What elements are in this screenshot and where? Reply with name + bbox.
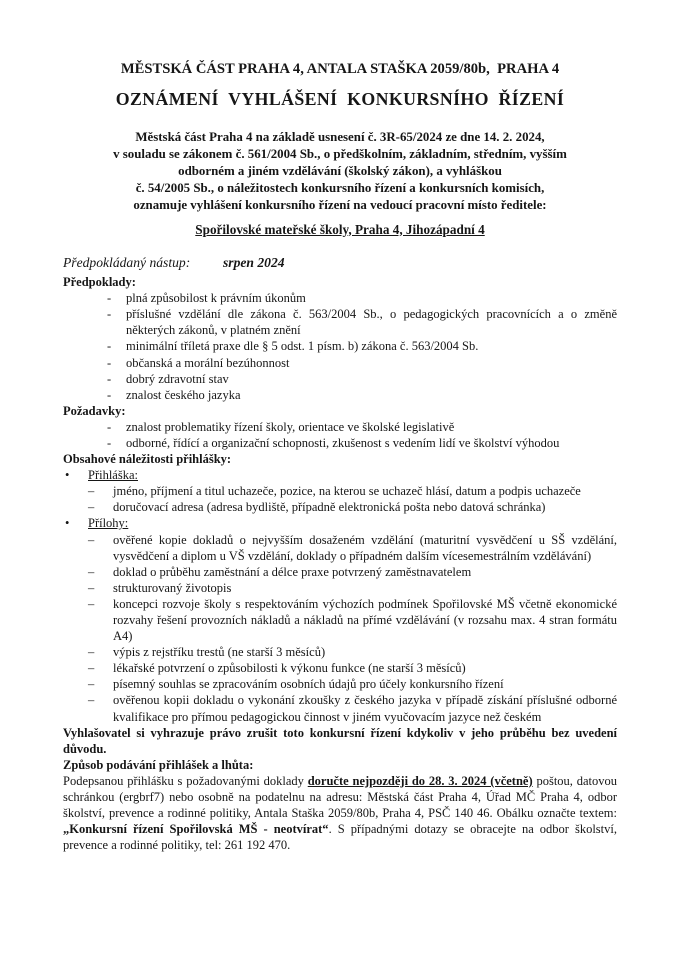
list-item-text: plná způsobilost k právním úkonům	[126, 291, 306, 306]
bullet-marker: •	[65, 516, 70, 531]
deadline-text: doručte nejpozději do 28. 3. 2024 (včetně)	[307, 773, 533, 788]
school-name-text: Spořilovské mateřské školy, Praha 4, Jihozápadní 4	[195, 221, 485, 237]
list-item	[63, 644, 617, 660]
list-item	[63, 306, 617, 338]
envelope-label-text: „Konkursní řízení Spořilovská MŠ - neotvírat“	[63, 822, 329, 837]
list-item-text: občanská a morální bezúhonnost	[126, 355, 290, 370]
dash-marker: –	[88, 484, 95, 499]
list-item	[63, 387, 617, 403]
intro-line: Městská část Praha 4 na základě usnesení č. 3R-65/2024 ze dne 14. 2. 2024,	[135, 130, 545, 144]
school-name-heading	[63, 222, 617, 239]
list-item	[63, 483, 617, 499]
list-item	[63, 564, 617, 580]
list-item	[63, 290, 617, 306]
section-heading-submission: Způsob podávání přihlášek a lhůta:	[63, 757, 254, 772]
hyphen-marker: -	[107, 435, 112, 450]
section-heading-predpoklady: Předpoklady:	[63, 275, 136, 290]
bullet-item-label: Přihláška:	[88, 468, 138, 483]
list-item-text: ověřenou kopii dokladu o vykonání zkoušky z českého jazyka v případě získání příslušné odborné kvalifikace pro přímou pedagogickou činnost v jiném vyučovacím jazyce než českém	[113, 693, 617, 724]
list-item-text: doklad o průběhu zaměstnání a délce praxe potvrzený zaměstnavatelem	[113, 564, 472, 579]
dash-marker: –	[88, 564, 95, 579]
intro-line: oznamuje vyhlášení konkursního řízení na vedoucí pracovní místo ředitele:	[133, 197, 547, 212]
list-item	[63, 499, 617, 515]
intro-line: odborném a jiném vzdělávání (školský zákon), a vyhláškou	[178, 163, 502, 178]
hyphen-marker: -	[107, 419, 112, 434]
dash-marker: –	[88, 500, 95, 515]
list-item-text: lékařské potvrzení o způsobilosti k výkonu funkce (ne starší 3 měsíců)	[113, 661, 466, 676]
list-item	[63, 692, 617, 724]
list-item-text: doručovací adresa (adresa bydliště, případně elektronická pošta nebo datová schránka)	[113, 500, 546, 515]
dash-marker: –	[88, 580, 95, 595]
bullet-marker: •	[65, 468, 70, 483]
submission-paragraph	[63, 773, 617, 853]
hyphen-marker: -	[107, 371, 112, 386]
list-item-text: výpis z rejstříku trestů (ne starší 3 měsíců)	[113, 645, 326, 660]
submission-text-after: . S případnými dotazy se obracejte na odbor školství, prevence a rodinné politiky, tel: 261 192 470.	[63, 822, 617, 853]
intro-line: v souladu se zákonem č. 561/2004 Sb., o předškolním, základním, středním, vyšším	[113, 146, 567, 161]
list-item-text: znalost českého jazyka	[126, 387, 241, 402]
submission-text-before: Podepsanou přihlášku s požadovanými doklady	[63, 773, 308, 788]
hyphen-marker: -	[107, 355, 112, 370]
list-item	[63, 419, 617, 435]
intro-paragraph	[63, 129, 617, 214]
list-item-text: strukturovaný životopis	[113, 580, 232, 595]
list-item	[63, 660, 617, 676]
submission-text-middle: poštou, datovou schránkou (ergbrf7) nebo osobně na podatelnu na adresu: Městská část Praha 4, Úřad MČ Praha 4, odbor školství, prevence a rodinné politiky, Antala Staška 2059/80b, Praha 4, PSČ 140 46. Obálku označte textem:	[63, 773, 617, 821]
list-item-text: jméno, příjmení a titul uchazeče, pozice, na kterou se uchazeč hlásí, datum a podpis uchazeče	[113, 484, 581, 499]
list-item-text: znalost problematiky řízení školy, orientace ve školské legislativě	[126, 419, 455, 434]
list-item	[63, 532, 617, 564]
list-item-text: odborné, řídící a organizační schopnosti, zkušenost s vedením lidí ve školství výhodou	[126, 435, 560, 450]
cancellation-notice: Vyhlašovatel si vyhrazuje právo zrušit toto konkursní řízení kdykoliv v jeho průběhu bez uvedení důvodu.	[63, 725, 617, 756]
page-title-line1: MĚSTSKÁ ČÁST PRAHA 4, ANTALA STAŠKA 2059/80b, PRAHA 4	[120, 61, 560, 77]
bullet-item-label: Přílohy:	[88, 516, 129, 531]
hyphen-marker: -	[107, 339, 112, 354]
hyphen-marker: -	[107, 307, 112, 322]
section-heading-obsah: Obsahové náležitosti přihlášky:	[63, 452, 232, 467]
list-item	[63, 338, 617, 354]
page-title-line2: OZNÁMENÍ VYHLÁŠENÍ KONKURSNÍHO ŘÍZENÍ	[115, 89, 565, 109]
list-item-text: koncepci rozvoje školy s respektováním výchozích podmínek Spořilovské MŠ včetně ekonomické rozvahy řešení provozních nákladů a nákladů na přímé vzdělávání (v rozsahu max. 4 stran formátu A4)	[113, 596, 617, 644]
list-item	[63, 676, 617, 692]
dash-marker: –	[88, 693, 95, 708]
list-item	[63, 371, 617, 387]
hyphen-marker: -	[107, 387, 112, 402]
section-heading-pozadavky: Požadavky:	[63, 403, 126, 418]
list-item-text: písemný souhlas se zpracováním osobních údajů pro účely konkursního řízení	[113, 677, 504, 692]
intro-line: č. 54/2005 Sb., o náležitostech konkursního řízení a konkursních komisích,	[135, 180, 545, 195]
list-item	[63, 580, 617, 596]
bullet-item-prihlaska	[63, 467, 617, 483]
expected-start-label: Předpokládaný nástup:	[63, 255, 191, 271]
dash-marker: –	[88, 596, 95, 611]
list-item-text: příslušné vzdělání dle zákona č. 563/2004 Sb., o pedagogických pracovnících a o změně některých zákonů, v platném znění	[126, 307, 617, 338]
list-item	[63, 435, 617, 451]
dash-marker: –	[88, 677, 95, 692]
expected-start-row	[63, 254, 617, 271]
document-content	[63, 60, 617, 853]
list-item-text: minimální tříletá praxe dle § 5 odst. 1 písm. b) zákona č. 563/2004 Sb.	[126, 339, 479, 354]
dash-marker: –	[88, 661, 95, 676]
hyphen-marker: -	[107, 291, 112, 306]
list-item	[63, 355, 617, 371]
list-item	[63, 596, 617, 644]
dash-marker: –	[88, 532, 95, 547]
list-item-text: ověřené kopie dokladů o nejvyšším dosaženém vzdělání (maturitní vysvědčení u SŠ vzdělání, vysvědčení a diplom u VŠ vzdělání, doklady o případném dalším vícesemestrálním vzdělávání)	[113, 532, 617, 563]
list-item-text: dobrý zdravotní stav	[126, 371, 229, 386]
bullet-item-prilohy	[63, 515, 617, 531]
dash-marker: –	[88, 645, 95, 660]
expected-start-value: srpen 2024	[223, 255, 285, 271]
